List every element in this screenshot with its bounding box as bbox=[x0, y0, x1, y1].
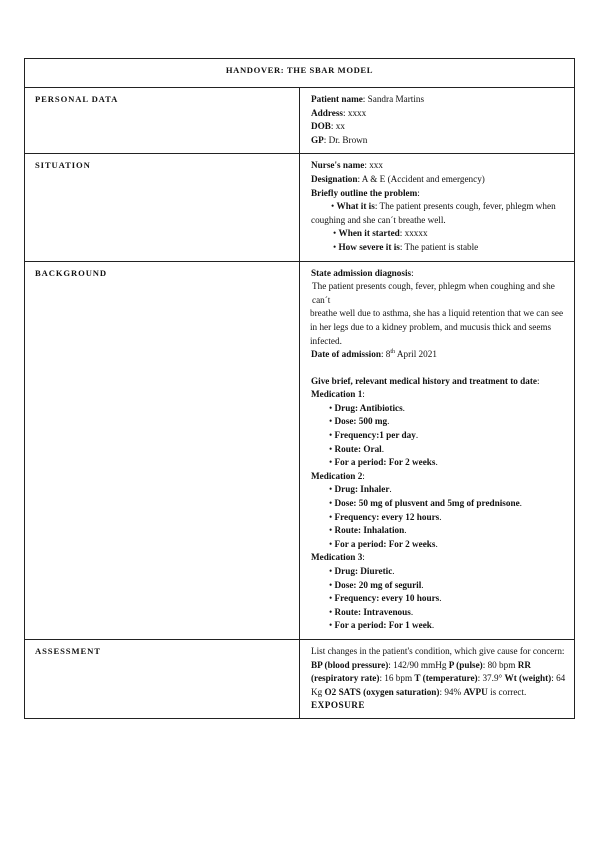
medication-3-colon: : bbox=[362, 552, 365, 563]
background-content: State admission diagnosis: The patient presents cough, fever, phlegm when coughing and she can´t breathe well due to asthma, she has a liquid retention that we can see in her legs due to a kidney problem, and mucusis thick and seems infected. Date of admission: 8th April 2021 Give brief, relevant medical history and treatment to date: Medication 1: • Drug: Antibiotics. • Dose: 500 mg. • Frequency:1 per day. • Route: Oral. • For a period: For 2 weeks. Medication 2: • Drug: Inhaler. • Dose: 50 mg of plusvent and 5mg of prednisone. • Frequency: every 12 hours. • Route: Inhalation. • For a period: For 2 weeks. Medication 3: • Drug: Diuretic. • Dose: 20 mg of seguril. • Frequency: every 10 hours. • Route: Intravenous. • For a period: For 1 week. bbox=[300, 261, 575, 639]
med3-dose-value: : 20 mg of seguril bbox=[353, 579, 422, 590]
avpu-key: AVPU bbox=[463, 686, 488, 697]
med1-period-end: . bbox=[435, 457, 438, 468]
medication-2-colon: : bbox=[362, 470, 365, 481]
admission-diagnosis-key: State admission diagnosis bbox=[311, 267, 412, 278]
how-severe-key: How severe it is bbox=[338, 241, 400, 252]
medication-1-title: Medication 1 bbox=[311, 389, 363, 400]
med1-period-value: : For 2 weeks bbox=[383, 457, 436, 468]
med1-period-key: For a period bbox=[334, 457, 384, 468]
med1-frequency-key: Frequency bbox=[334, 430, 377, 441]
med3-frequency-end: . bbox=[439, 593, 442, 604]
document-title: HANDOVER: THE SBAR MODEL bbox=[25, 59, 575, 88]
outline-key: Briefly outline the problem bbox=[311, 187, 418, 198]
when-started-value: : xxxxx bbox=[399, 228, 428, 239]
assessment-row bbox=[25, 639, 575, 718]
med2-period-end: . bbox=[435, 538, 438, 549]
med1-drug-end: . bbox=[402, 402, 405, 413]
avpu-value: is correct. bbox=[487, 686, 527, 697]
med1-dose-end: . bbox=[387, 416, 390, 427]
med2-frequency-end: . bbox=[439, 511, 442, 522]
history-key: Give brief, relevant medical history and treatment to date bbox=[311, 375, 537, 386]
how-severe-value: : The patient is stable bbox=[399, 241, 479, 252]
medication-2-title: Medication 2 bbox=[311, 470, 363, 481]
med3-route-key: Route bbox=[334, 606, 358, 617]
dob-value: : xx bbox=[330, 121, 345, 132]
address-value: : xxxx bbox=[343, 107, 367, 118]
med2-drug-key: Drug bbox=[334, 484, 355, 495]
nurse-name-value: : xxx bbox=[364, 160, 383, 171]
med3-dose-end: . bbox=[421, 579, 424, 590]
designation-key: Designation bbox=[311, 173, 358, 184]
pulse-key: P (pulse) bbox=[448, 659, 483, 670]
assessment-intro: List changes in the patient's condition, which give cause for concern: bbox=[311, 645, 565, 656]
outline-colon: : bbox=[417, 187, 420, 198]
assessment-content bbox=[300, 639, 575, 718]
what-it-is-value: : The patient presents cough, fever, phlegm when coughing and she can´t breathe well. bbox=[311, 201, 556, 225]
med3-route-value: : Intravenous bbox=[358, 606, 411, 617]
background-text-2: breathe well due to asthma, she has a liquid retention that we can see in her legs due to a kidney problem, and mucusis thick and seems infected. bbox=[310, 308, 564, 346]
admission-diagnosis-colon: : bbox=[411, 267, 414, 278]
rr-key: RR (respiratory rate) bbox=[311, 659, 531, 684]
personal-data-row bbox=[25, 88, 575, 154]
med2-drug-end: . bbox=[389, 484, 392, 495]
bp-value: : 142/90 mmHg bbox=[388, 659, 449, 670]
temperature-value: : 37.9° bbox=[477, 673, 505, 684]
bp-key: BP (blood pressure) bbox=[311, 659, 389, 670]
o2-sats-value: : 94% bbox=[439, 686, 464, 697]
medication-1-colon: : bbox=[362, 389, 365, 400]
med2-route-key: Route bbox=[334, 525, 358, 536]
assessment-label: ASSESSMENT bbox=[25, 639, 300, 718]
weight-value: : 64 Kg bbox=[311, 673, 566, 697]
med2-route-end: . bbox=[404, 525, 407, 536]
dob-key: DOB bbox=[311, 121, 331, 132]
med3-route-end: . bbox=[410, 606, 414, 617]
med3-drug-value: : Diuretic bbox=[354, 566, 393, 576]
personal-data-label: PERSONAL DATA bbox=[25, 88, 300, 154]
background-text-1: The patient presents cough, fever, phlegm when coughing and she can´t bbox=[312, 281, 555, 305]
gp-key: GP bbox=[311, 134, 324, 145]
med3-frequency-key: Frequency bbox=[334, 593, 377, 604]
med2-dose-key: Dose bbox=[334, 498, 354, 509]
med1-route-end: . bbox=[381, 443, 385, 454]
situation-content: Nurse's name: xxx Designation: A & E (Accident and emergency) Briefly outline the problem: • What it is: The patient presents cough, fever, phlegm when coughing and she can´t breathe well. • When it started: xxxxx • How severe it is: The patient is stable bbox=[300, 154, 575, 261]
med2-dose-value: : 50 mg of plusvent and 5mg of prednisone bbox=[353, 498, 520, 509]
situation-row bbox=[25, 154, 575, 261]
o2-sats-key: O2 SATS (oxygen saturation) bbox=[324, 686, 440, 697]
weight-key: Wt (weight) bbox=[504, 673, 552, 684]
med3-drug-key: Drug bbox=[334, 566, 355, 576]
when-started-key: When it started bbox=[338, 228, 400, 239]
designation-value: : A & E (Accident and emergency) bbox=[357, 173, 485, 184]
what-it-is-key: What it is bbox=[336, 201, 375, 212]
sbar-table bbox=[24, 58, 575, 719]
med3-frequency-value: : every 10 hours bbox=[376, 593, 440, 604]
admission-date-sup: th bbox=[390, 349, 396, 356]
med2-dose-end: . bbox=[519, 498, 522, 509]
med3-period-end: . bbox=[431, 620, 435, 631]
med3-drug-end: . bbox=[392, 566, 395, 576]
med3-period-value: : For 1 week bbox=[383, 620, 432, 631]
background-row bbox=[25, 261, 575, 639]
nurse-name-key: Nurse's name bbox=[311, 160, 365, 171]
med1-drug-key: Drug bbox=[334, 402, 355, 413]
rr-value: : 16 bpm bbox=[379, 673, 415, 684]
med1-route-value: : Oral bbox=[358, 443, 382, 454]
med3-period-key: For a period bbox=[334, 620, 384, 631]
admission-date-rest: April 2021 bbox=[395, 349, 437, 360]
med2-frequency-key: Frequency bbox=[334, 511, 377, 522]
med2-period-value: : For 2 weeks bbox=[383, 538, 436, 549]
temperature-key: T (temperature) bbox=[414, 673, 478, 684]
med2-period-key: For a period bbox=[334, 538, 384, 549]
personal-data-content bbox=[300, 88, 575, 154]
med1-dose-value: : 500 mg bbox=[353, 416, 388, 427]
background-label: BACKGROUND bbox=[25, 261, 300, 639]
admission-date-value: : 8 bbox=[380, 349, 391, 360]
pulse-value: : 80 bpm bbox=[482, 659, 518, 670]
admission-date-key: Date of admission bbox=[311, 349, 381, 360]
situation-label: SITUATION bbox=[25, 154, 300, 261]
med2-frequency-value: : every 12 hours bbox=[376, 511, 440, 522]
address-key: Address bbox=[311, 107, 343, 118]
gp-value: : Dr. Brown bbox=[323, 134, 368, 145]
med1-dose-key: Dose bbox=[334, 416, 354, 427]
medication-3-title: Medication 3 bbox=[311, 552, 363, 563]
patient-name-key: Patient name bbox=[311, 94, 363, 104]
med1-frequency-value: :1 per day bbox=[376, 430, 416, 441]
exposure-heading: EXPOSURE bbox=[311, 700, 366, 711]
med2-drug-value: : Inhaler bbox=[354, 484, 390, 495]
med3-dose-key: Dose bbox=[334, 579, 354, 590]
med1-frequency-end: . bbox=[415, 430, 419, 441]
patient-name-value: : Sandra Martins bbox=[362, 94, 425, 104]
med1-drug-value: : Antibiotics bbox=[354, 402, 403, 413]
med2-route-value: : Inhalation bbox=[358, 525, 405, 536]
history-colon: : bbox=[537, 375, 540, 386]
med1-route-key: Route bbox=[334, 443, 358, 454]
